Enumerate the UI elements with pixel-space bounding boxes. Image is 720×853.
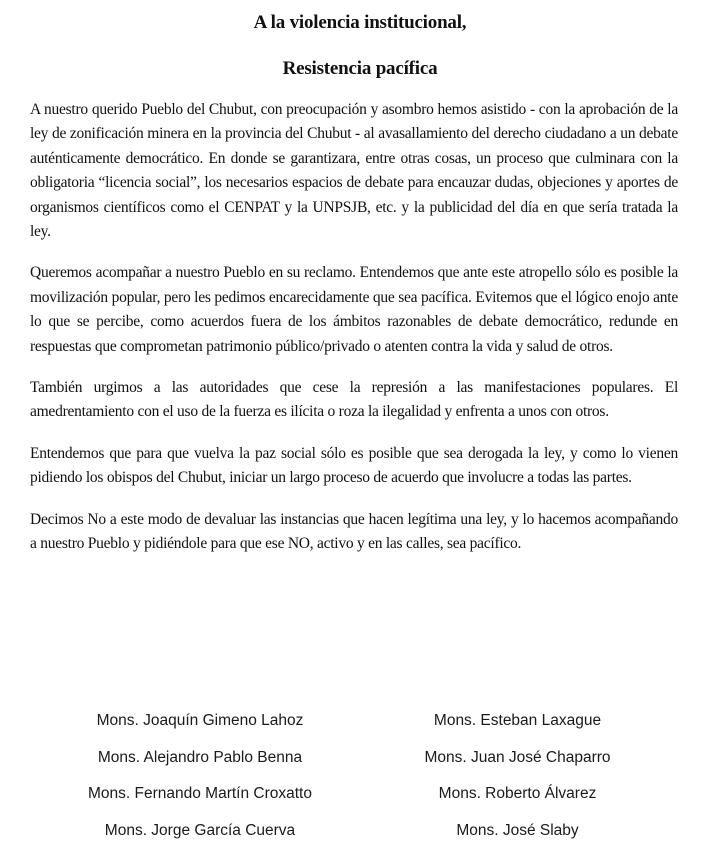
signatory-row [0, 813, 720, 850]
signatory: Mons. Jorge García Cuerva [104, 821, 296, 839]
signatory: Mons. Esteban Laxague [433, 712, 602, 730]
paragraph: Queremos acompañar a nuestro Pueblo en su reclamo. Entendemos que ante este atropello sólo es posible la movilización popular, pero les pedimos encarecidamente que sea pacífica. Evitemos que el lógico enojo ante lo que se percibe, como acuerdos fuera de los ámbitos razonables de debate democrático, redunde en respuestas que comprometan patrimonio público/privado o atenten contra la vida y salud de otros. [30, 264, 678, 355]
paragraph: Entendemos que para que vuelva la paz social sólo es posible que sea derogada la ley, y como lo vienen pidiendo los obispos del Chubut, iniciar un largo proceso de acuerdo que involucre a todas las partes. [30, 444, 678, 487]
signatory: Mons. Fernando Martín Croxatto [88, 785, 312, 803]
signatory: Mons. Juan José Chaparro [424, 748, 611, 766]
signatory: Mons. Alejandro Pablo Benna [97, 748, 303, 766]
paragraph: Decimos No a este modo de devaluar las instancias que hacen legítima una ley, y lo hacemos acompañando a nuestro Pueblo y pidiéndole para que ese NO, activo y en las calles, sea pacífico. [30, 510, 678, 553]
signatory: Mons. Roberto Álvarez [438, 785, 597, 803]
document-body [30, 98, 678, 571]
signatory-row [0, 740, 720, 777]
document-subtitle: Resistencia pacífica [282, 58, 438, 79]
signatory-row [0, 776, 720, 813]
paragraph: A nuestro querido Pueblo del Chubut, con preocupación y asombro hemos asistido - con la aprobación de la ley de zonificación minera en la provincia del Chubut - al avasallamiento del derecho ciudadano a un debate auténticamente democrático. En donde se garantizara, entre otras cosas, un proceso que culminara con la obligatoria “licencia social”, los necesarios espacios de debate para encauzar dudas, objeciones y aportes de organismos científicos como el CENPAT y la UNPSJB, etc. y la publicidad del día en que sería tratada la ley. [30, 101, 678, 241]
signatory-row [0, 703, 720, 740]
signatory: Mons. Joaquín Gimeno Lahoz [96, 712, 304, 730]
document-title: A la violencia institucional, [253, 12, 467, 33]
paragraph: También urgimos a las autoridades que cese la represión a las manifestaciones populares. El amedrentamiento con el uso de la fuerza es ilícita o roza la ilegalidad y enfrenta a unos con otros. [30, 379, 678, 421]
signatories [0, 703, 720, 849]
signatory: Mons. José Slaby [456, 821, 579, 839]
